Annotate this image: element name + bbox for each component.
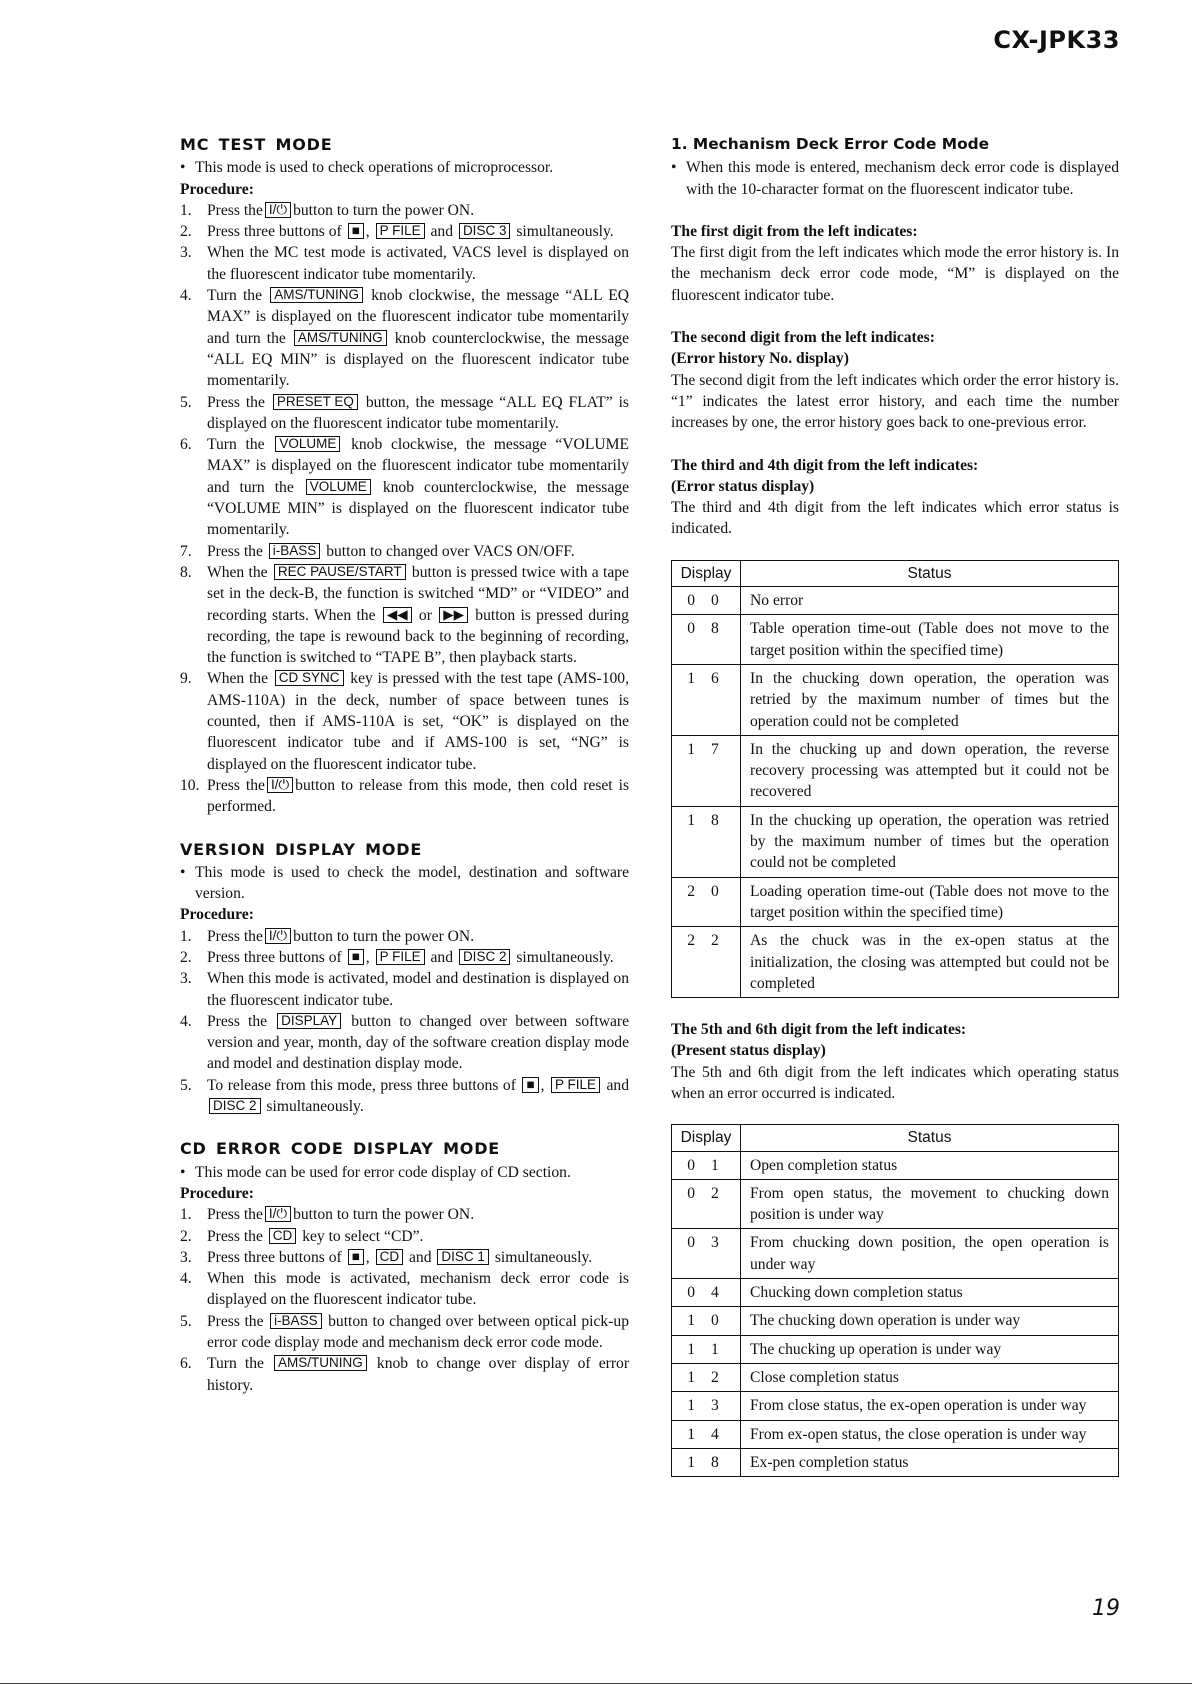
right-column — [671, 134, 1119, 1477]
mc-test-heading: MC TEST MODE — [180, 135, 333, 154]
step-item: 8. When the REC PAUSE/START button is pressed twice with a tape set in the deck-B, the function is switched “MD” or “VIDEO” and recording starts. When the ◀◀ or ▶▶ button is pressed during recording, the tape is rewound back to the beginning of recording, the function is switched to “TAPE B”, then playback starts. — [180, 563, 629, 667]
display-cell: 1 3 — [672, 1392, 741, 1420]
error-status-table — [671, 560, 1119, 998]
second-digit-heading: The second digit from the left indicates: — [671, 329, 935, 347]
third-digit-heading: The third and 4th digit from the left indicates: — [671, 456, 979, 474]
table-row — [672, 1420, 1119, 1448]
step-item: 6. Turn the AMS/TUNING knob to change over display of error history. — [180, 1355, 630, 1394]
table-row — [672, 927, 1119, 998]
disc-2-key: DISC 2 — [209, 1098, 261, 1114]
display-cell: 1 8 — [672, 1448, 741, 1476]
status-cell: Table operation time-out (Table does not move to the target position within the specified time) — [741, 615, 1119, 665]
table-row — [672, 1335, 1119, 1363]
third-digit-text: The third and 4th digit from the left indicates which error status is indicated. — [671, 499, 1119, 538]
version-bullet: • This mode is used to check the model, destination and software version. — [180, 862, 629, 905]
display-cell: 1 0 — [672, 1307, 741, 1335]
fifth-digit-text: The 5th and 6th digit from the left indicates which operating status when an error occurred is indicated. — [671, 1063, 1119, 1102]
display-cell: 1 6 — [672, 664, 741, 735]
table-row — [672, 806, 1119, 877]
mc-test-steps — [180, 200, 629, 818]
display-cell: 2 0 — [672, 877, 741, 927]
step-item: 10. Press the I/⏻ button to release from this mode, then cold reset is performed. — [180, 776, 630, 816]
status-cell: Chucking down completion status — [741, 1279, 1119, 1307]
status-cell: Ex-pen completion status — [741, 1448, 1119, 1476]
display-cell: 0 0 — [672, 587, 741, 615]
third-digit-subheading: (Error status display) — [671, 477, 815, 495]
column-header-status: Status — [741, 560, 1119, 586]
table-row — [672, 735, 1119, 806]
mech-heading: 1. Mechanism Deck Error Code Mode — [671, 135, 990, 153]
first-digit-heading: The first digit from the left indicates: — [671, 222, 918, 240]
p-file-key: P FILE — [551, 1077, 600, 1093]
mc-test-bullet: • This mode is used to check operations of microprocessor. — [180, 157, 629, 178]
table-row — [672, 1279, 1119, 1307]
table-row — [672, 1448, 1119, 1476]
status-cell: From chucking down position, the open operation is under way — [741, 1229, 1119, 1279]
status-cell: Loading operation time-out (Table does not move to the target position within the specified time) — [741, 877, 1119, 927]
status-cell: As the chuck was in the ex-open status at the initialization, the closing was attempted but could not be completed — [741, 927, 1119, 998]
version-heading: VERSION DISPLAY MODE — [180, 839, 423, 859]
step-item: 2. Press three buttons of ■ , P FILE and DISC 2 simultaneously. — [180, 948, 614, 966]
fast-forward-key: ▶▶ — [439, 607, 468, 623]
power-key: I/⏻ — [267, 777, 293, 793]
table-row — [672, 615, 1119, 665]
ams-tuning-key: AMS/TUNING — [294, 330, 387, 346]
column-header-display: Display — [672, 560, 741, 586]
cd-error-bullet: • This mode can be used for error code display of CD section. — [180, 1162, 629, 1183]
status-cell: In the chucking down operation, the operation was retried by the maximum number of times but the operation could not be completed — [741, 664, 1119, 735]
table-row — [672, 1392, 1119, 1420]
table-row — [672, 1363, 1119, 1391]
status-cell: From ex-open status, the close operation is under way — [741, 1420, 1119, 1448]
step-item: 9. When the CD SYNC key is pressed with the test tape (AMS-100, AMS-110A) in the deck, number of space between tunes is counted, then if AMS-110A is set, “OK” is displayed on the fluorescent indicator tube and if AMS-100 is set, “NG” is displayed on the fluorescent indicator tube. — [180, 670, 630, 773]
step-item: 5. Press the PRESET EQ button, the message “ALL EQ FLAT” is displayed on the fluorescent indicator tube momentarily. — [180, 393, 630, 432]
status-cell: In the chucking up and down operation, the reverse recovery processing was attempted but it could not be recovered — [741, 735, 1119, 806]
p-file-key: P FILE — [376, 949, 425, 965]
i-bass-key: i-BASS — [269, 543, 321, 559]
present-status-table — [671, 1124, 1119, 1477]
display-cell: 1 8 — [672, 806, 741, 877]
step-item: 4. Turn the AMS/TUNING knob clockwise, the message “ALL EQ MAX” is displayed on the fluorescent indicator tube momentarily and turn the AMS/TUNING knob counterclockwise, the message “ALL EQ MIN” is displayed on the fluorescent indicator tube momentarily. — [180, 287, 630, 390]
cd-key: CD — [269, 1228, 297, 1244]
cd-error-procedure-label: Procedure: — [180, 1184, 254, 1202]
second-digit-subheading: (Error history No. display) — [671, 350, 849, 368]
step-item: 3. When this mode is activated, model and destination is displayed on the fluorescent indicator tube. — [180, 970, 629, 1009]
table-row — [672, 877, 1119, 927]
table-row — [672, 587, 1119, 615]
display-cell: 2 2 — [672, 927, 741, 998]
mech-bullet: • When this mode is entered, mechanism deck error code is displayed with the 10-character format on the fluorescent indicator tube. — [671, 157, 1119, 200]
cd-error-heading: CD ERROR CODE DISPLAY MODE — [180, 1139, 501, 1159]
step-item: 1. Press the I/⏻ button to turn the power ON. — [180, 201, 475, 219]
status-cell: The chucking down operation is under way — [741, 1307, 1119, 1335]
preset-eq-key: PRESET EQ — [273, 394, 358, 410]
status-cell: Close completion status — [741, 1363, 1119, 1391]
fifth-digit-heading: The 5th and 6th digit from the left indicates: — [671, 1021, 967, 1039]
stop-key: ■ — [348, 223, 364, 239]
disc-2-key: DISC 2 — [459, 949, 511, 965]
table-row — [672, 1307, 1119, 1335]
display-cell: 0 1 — [672, 1151, 741, 1179]
disc-1-key: DISC 1 — [437, 1249, 489, 1265]
status-cell: From close status, the ex-open operation is under way — [741, 1392, 1119, 1420]
power-key: I/⏻ — [265, 202, 291, 218]
version-steps — [180, 926, 629, 1118]
step-item: 4. Press the DISPLAY button to changed over between software version and year, month, day of the software creation display mode and model and destination display mode. — [180, 1012, 629, 1073]
display-cell: 0 8 — [672, 615, 741, 665]
table-row — [672, 664, 1119, 735]
display-cell: 1 2 — [672, 1363, 741, 1391]
ams-tuning-key: AMS/TUNING — [270, 287, 363, 303]
rec-pause-start-key: REC PAUSE/START — [274, 564, 406, 580]
cd-error-steps — [180, 1204, 629, 1396]
status-cell: The chucking up operation is under way — [741, 1335, 1119, 1363]
rewind-key: ◀◀ — [383, 607, 412, 623]
model-name: CX-JPK33 — [993, 26, 1120, 54]
step-item: 5. Press the i-BASS button to changed over between optical pick-up error code display mode and mechanism deck error code mode. — [180, 1312, 629, 1352]
step-item: 6. Turn the VOLUME knob clockwise, the message “VOLUME MAX” is displayed on the fluorescent indicator tube momentarily and turn the VOLUME knob counterclockwise, the message “VOLUME MIN” is displayed on the fluorescent indicator tube momentarily. — [180, 436, 629, 539]
step-item: 7. Press the i-BASS button to changed over VACS ON/OFF. — [180, 542, 575, 560]
fifth-digit-subheading: (Present status display) — [671, 1042, 826, 1060]
display-cell: 0 3 — [672, 1229, 741, 1279]
i-bass-key: i-BASS — [270, 1313, 322, 1329]
step-item: 3. Press three buttons of ■ , CD and DISC 1 simultaneously. — [180, 1248, 593, 1266]
step-item: 4. When this mode is activated, mechanism deck error code is displayed on the fluorescent indicator tube. — [180, 1270, 629, 1309]
cd-error-section — [180, 1138, 629, 1396]
stop-key: ■ — [348, 949, 364, 965]
disc-3-key: DISC 3 — [459, 223, 511, 239]
stop-key: ■ — [522, 1077, 538, 1093]
mc-test-section — [180, 134, 629, 818]
display-cell: 1 7 — [672, 735, 741, 806]
status-cell: Open completion status — [741, 1151, 1119, 1179]
cd-key: CD — [376, 1249, 404, 1265]
version-section — [180, 839, 629, 1118]
second-digit-text: The second digit from the left indicates which order the error history is. “1” indicates the latest error history, and each time the number increases by one, the error history goes back to one-previous error. — [671, 371, 1119, 432]
volume-key: VOLUME — [306, 479, 371, 495]
volume-key: VOLUME — [275, 436, 340, 452]
bottom-rule — [0, 1683, 1192, 1684]
status-cell: From open status, the movement to chucking down position is under way — [741, 1179, 1119, 1229]
step-item: 5. To release from this mode, press three buttons of ■ , P FILE and DISC 2 simultaneously. — [180, 1076, 630, 1116]
step-item: 1. Press the I/⏻ button to turn the power ON. — [180, 927, 475, 945]
page-number: 19 — [1092, 1596, 1120, 1621]
display-cell: 1 1 — [672, 1335, 741, 1363]
mc-test-procedure-label: Procedure: — [180, 180, 254, 198]
cd-sync-key: CD SYNC — [275, 670, 344, 686]
table-row — [672, 1151, 1119, 1179]
step-item: 1. Press the I/⏻ button to turn the power ON. — [180, 1206, 475, 1224]
table-row — [672, 1229, 1119, 1279]
ams-tuning-key: AMS/TUNING — [274, 1355, 367, 1371]
display-key: DISPLAY — [277, 1013, 341, 1029]
step-item: 3. When the MC test mode is activated, VACS level is displayed on the fluorescent indicator tube momentarily. — [180, 244, 629, 283]
column-header-status: Status — [741, 1125, 1119, 1151]
table-row — [672, 1179, 1119, 1229]
power-key: I/⏻ — [265, 1206, 291, 1222]
display-cell: 0 4 — [672, 1279, 741, 1307]
stop-key: ■ — [348, 1249, 364, 1265]
display-cell: 1 4 — [672, 1420, 741, 1448]
first-digit-text: The first digit from the left indicates which mode the error history is. In the mechanism deck error code mode, “M” is displayed on the fluorescent indicator tube. — [671, 244, 1119, 304]
p-file-key: P FILE — [376, 223, 425, 239]
display-cell: 0 2 — [672, 1179, 741, 1229]
status-cell: In the chucking up operation, the operation was retried by the maximum number of times but the operation could not be completed — [741, 806, 1119, 877]
power-key: I/⏻ — [265, 928, 291, 944]
version-procedure-label: Procedure: — [180, 906, 254, 924]
status-cell: No error — [741, 587, 1119, 615]
column-header-display: Display — [672, 1125, 741, 1151]
step-item: 2. Press three buttons of ■ , P FILE and DISC 3 simultaneously. — [180, 223, 614, 241]
left-column — [180, 134, 629, 1396]
step-item: 2. Press the CD key to select “CD”. — [180, 1227, 424, 1245]
